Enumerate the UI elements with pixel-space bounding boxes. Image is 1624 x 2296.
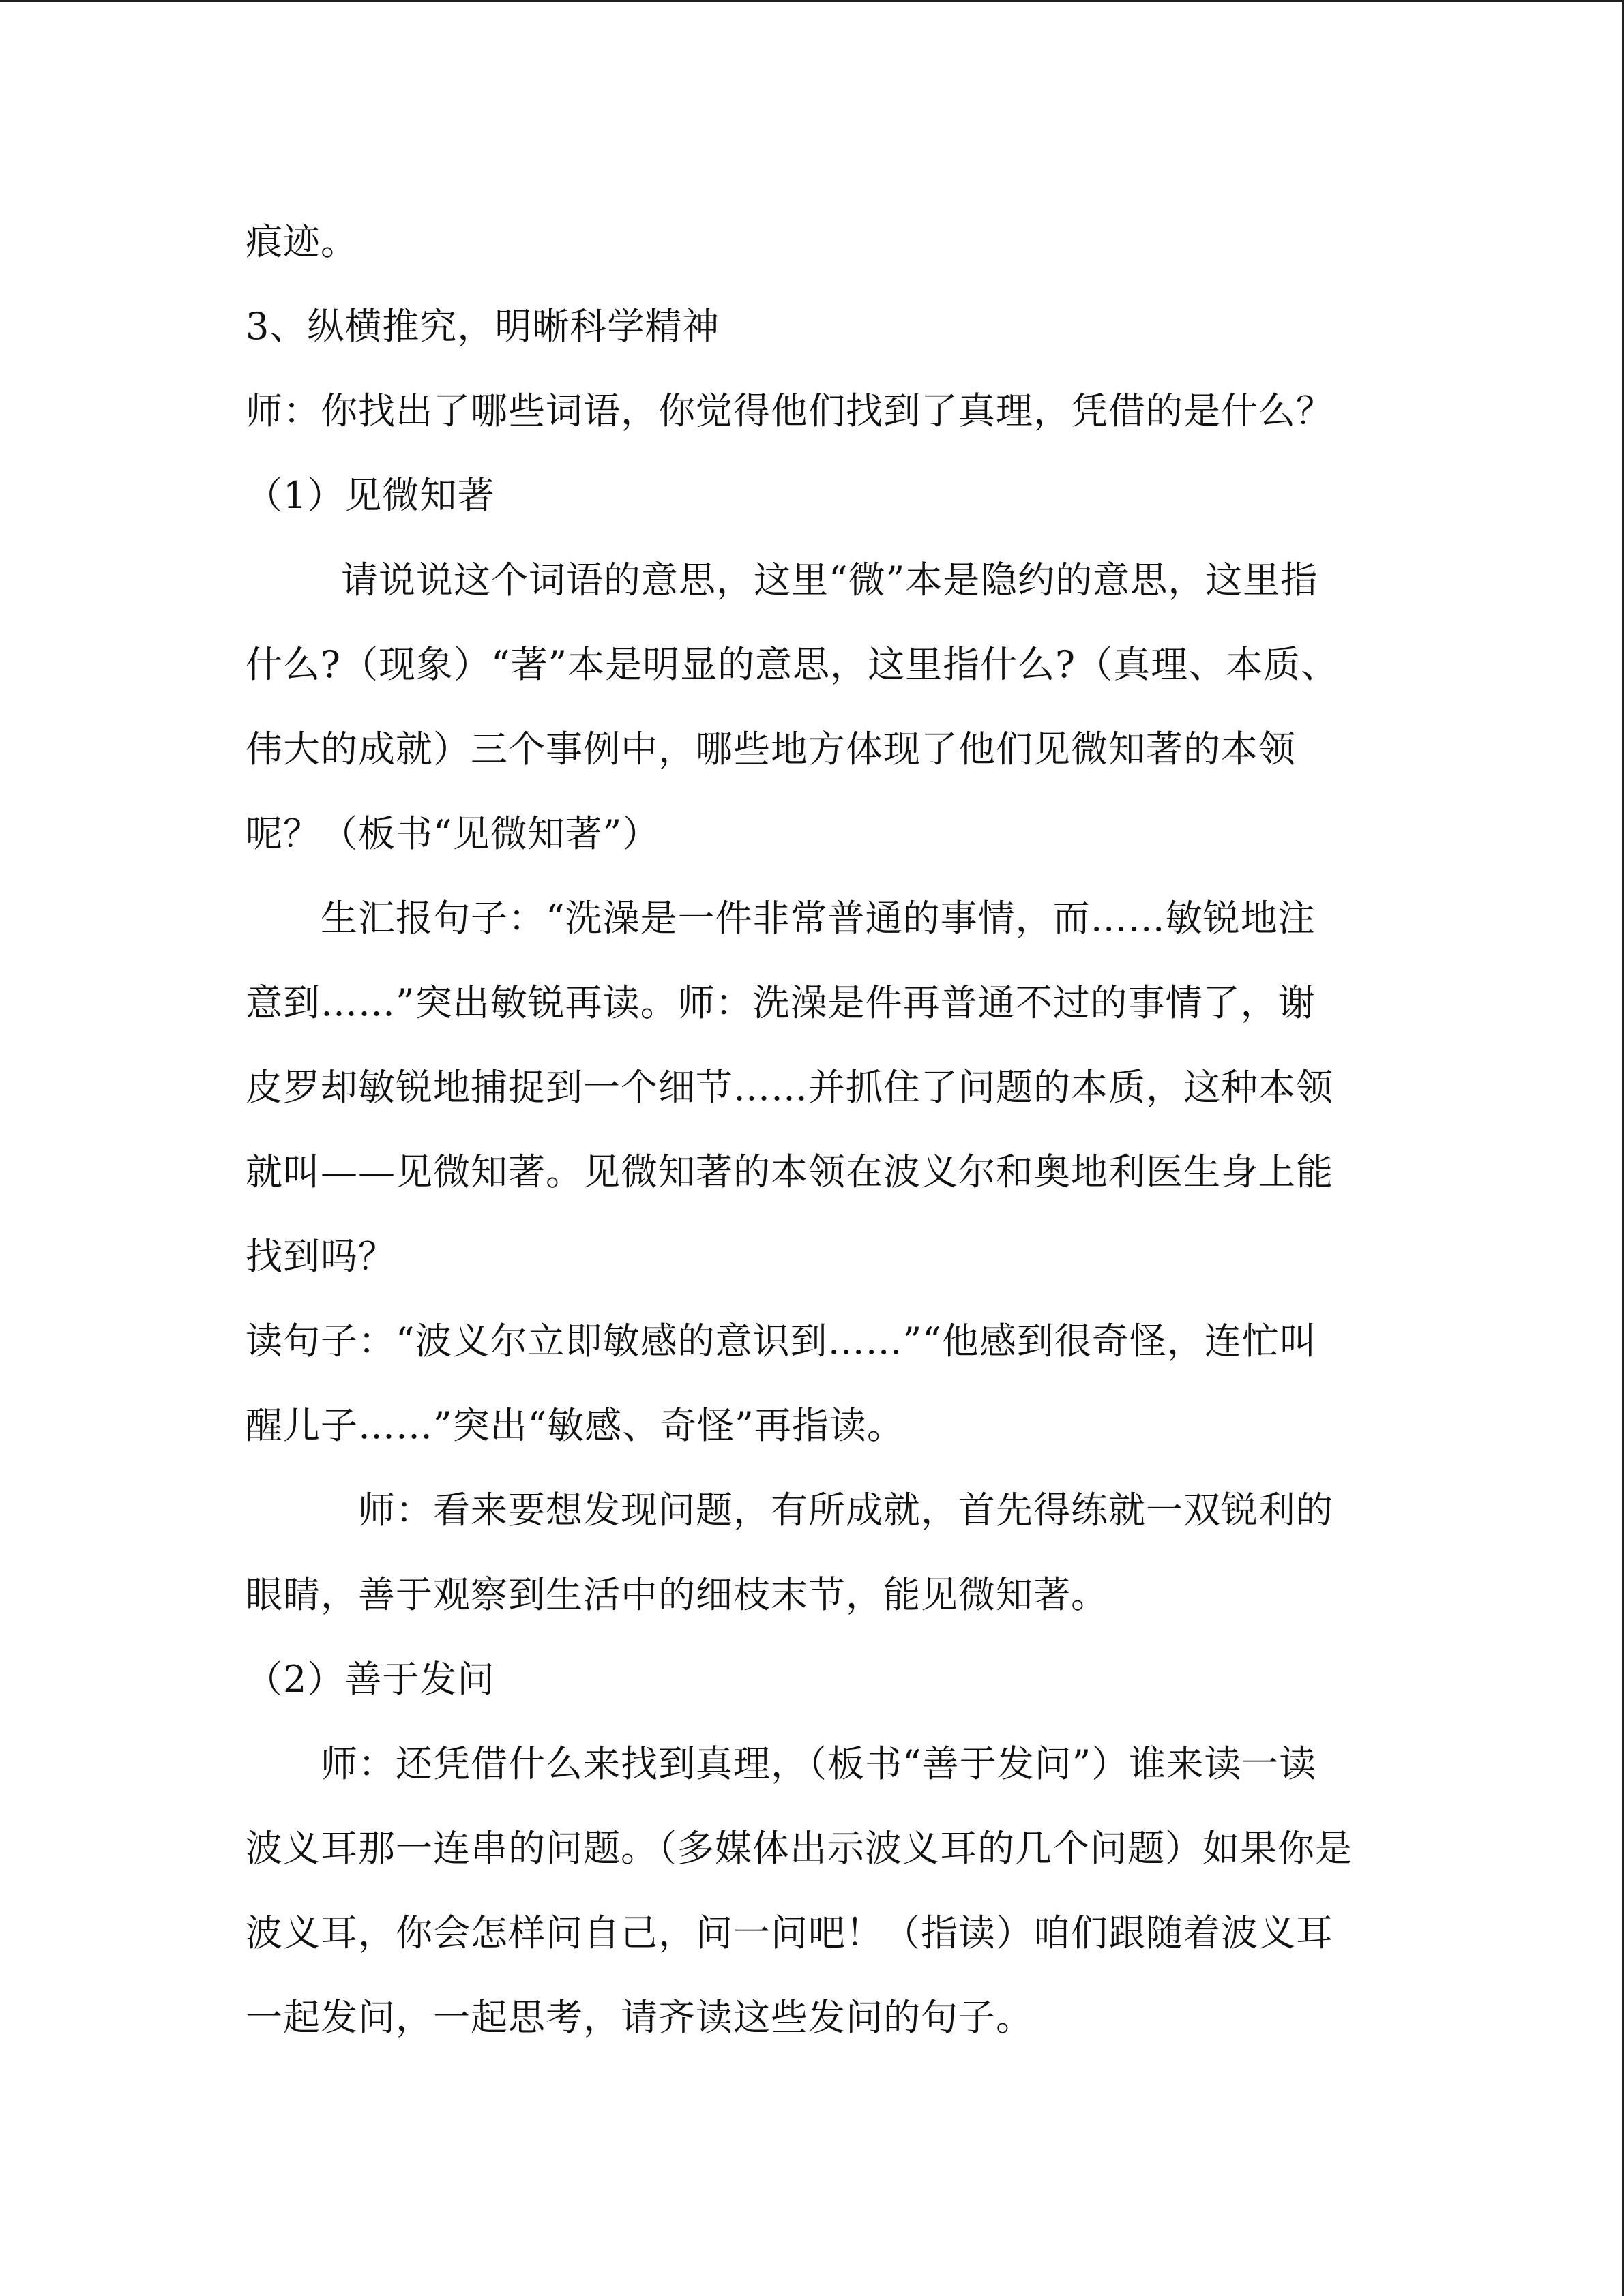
text-line: 请说说这个词语的意思，这里“微”本是隐约的意思，这里指	[341, 558, 1318, 601]
text-line: 呢？（板书“见微知著”）	[246, 812, 660, 855]
text-line: 波义耳那一连串的问题。（多媒体出示波义耳的几个问题）如果你是	[246, 1827, 1353, 1870]
text-line: 波义耳，你会怎样问自己，问一问吧！（指读）咱们跟随着波义耳	[246, 1911, 1333, 1954]
text-line: 意到……”突出敏锐再读。师：洗澡是件再普通不过的事情了，谢	[246, 981, 1316, 1024]
text-line: 读句子：“波义尔立即敏感的意识到……”“他感到很奇怪，连忙叫	[246, 1320, 1317, 1362]
text-line: 师：你找出了哪些词语，你觉得他们找到了真理，凭借的是什么？	[246, 389, 1333, 432]
text-line: 皮罗却敏锐地捕捉到一个细节……并抓住了问题的本质，这种本领	[246, 1066, 1333, 1109]
subsection-heading: （2）善于发问	[246, 1658, 495, 1701]
text-line: 眼睛，善于观察到生活中的细枝末节，能见微知著。	[246, 1573, 1108, 1616]
text-line: 痕迹。	[246, 220, 358, 263]
text-line: 找到吗？	[246, 1235, 396, 1278]
text-line: 生汇报句子：“洗澡是一件非常普通的事情，而……敏锐地注	[321, 897, 1316, 940]
text-line: 醒儿子……”突出“敏感、奇怪”再指读。	[246, 1404, 904, 1447]
subsection-heading: （1）见微知著	[246, 474, 495, 517]
section-heading: 3、纵横推究，明晰科学精神	[246, 305, 720, 348]
text-line: 师：看来要想发现问题，有所成就，首先得练就一双锐利的	[358, 1489, 1333, 1532]
text-line: 一起发问，一起思考，请齐读这些发问的句子。	[246, 1996, 1033, 2039]
text-line: 就叫——见微知著。见微知著的本领在波义尔和奥地利医生身上能	[246, 1150, 1333, 1193]
text-line: 伟大的成就）三个事例中，哪些地方体现了他们见微知著的本领	[246, 728, 1296, 771]
text-line: 什么?（现象）“著”本是明显的意思，这里指什么?（真理、本质、	[246, 643, 1339, 686]
text-line: 师：还凭借什么来找到真理，（板书“善于发问”）谁来读一读	[321, 1742, 1317, 1785]
